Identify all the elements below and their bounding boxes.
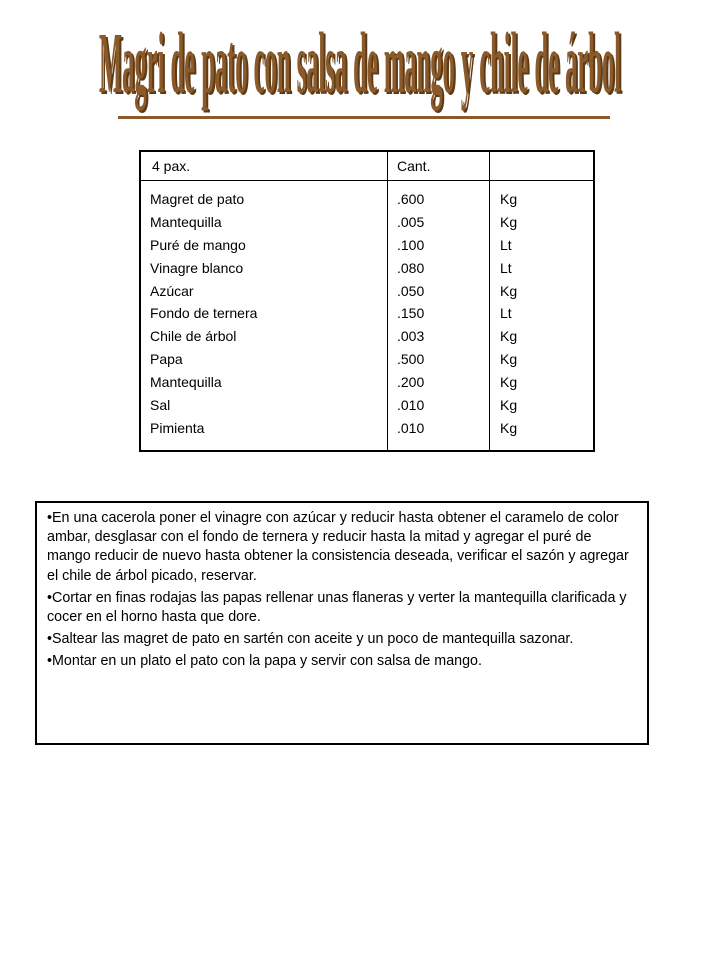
ingredient-unit: Kg — [500, 282, 518, 299]
ingredients-table — [139, 150, 595, 452]
ingredient-name: Sal — [150, 397, 171, 414]
ingredient-name: Vinagre blanco — [150, 259, 244, 276]
column-divider-1 — [387, 152, 388, 450]
procedure-step: •Cortar en finas rodajas las papas rellenar unas flaneras y verter la mantequilla clarificada y cocer en el horno hasta que dore. — [47, 589, 627, 626]
ingredient-quantity: .100 — [397, 236, 425, 253]
ingredient-unit: Kg — [500, 419, 518, 436]
recipe-title-svg — [90, 0, 630, 122]
ingredient-unit: Kg — [500, 213, 518, 230]
column-divider-2 — [489, 152, 490, 450]
ingredient-name: Papa — [150, 351, 183, 368]
ingredient-quantity: .005 — [397, 213, 425, 230]
procedure-step: •En una cacerola poner el vinagre con azúcar y reducir hasta obtener el caramelo de color ambar, desglasar con el fondo de ternera y reducir hasta la mitad y agregar el puré de mango reducir de nuevo hasta obtener la consistencia deseada, verificar el sazón y agregar el chile de árbol picado, reservar. — [47, 510, 629, 584]
ingredient-quantity: .080 — [397, 259, 425, 276]
ingredient-name: Chile de árbol — [150, 328, 237, 345]
recipe-title-wordart — [90, 0, 630, 122]
ingredient-quantity: .010 — [397, 397, 425, 414]
ingredient-quantity: .010 — [397, 419, 425, 436]
ingredient-unit: Kg — [500, 351, 518, 368]
ingredient-quantity-column — [397, 188, 424, 440]
ingredient-name: Pimienta — [150, 419, 205, 436]
procedure-step: •Saltear las magret de pato en sartén con aceite y un poco de mantequilla sazonar. — [47, 631, 574, 648]
header-portions: 4 pax. — [152, 158, 191, 174]
recipe-title-shadow: Magri de pato con salsa de mango y chile de árbol — [101, 16, 624, 114]
ingredient-unit: Kg — [500, 328, 518, 345]
ingredient-quantity: .150 — [397, 305, 425, 322]
ingredient-name-column — [150, 188, 257, 440]
ingredient-unit: Kg — [500, 397, 518, 414]
ingredient-unit: Lt — [500, 236, 512, 253]
ingredient-name: Magret de pato — [150, 191, 245, 207]
procedure-steps — [47, 509, 639, 672]
recipe-title: Magri de pato con salsa de mango y chile de árbol — [99, 14, 622, 112]
ingredient-quantity: .003 — [397, 328, 425, 345]
header-divider — [141, 180, 593, 181]
ingredient-unit: Lt — [500, 259, 512, 276]
ingredient-quantity: .050 — [397, 282, 425, 299]
ingredient-unit: Kg — [500, 374, 518, 391]
ingredient-quantity: .200 — [397, 374, 425, 391]
ingredient-unit: Kg — [500, 191, 518, 207]
ingredient-unit: Lt — [500, 305, 512, 322]
ingredient-name: Mantequilla — [150, 374, 222, 391]
procedure-box — [35, 501, 649, 745]
header-quantity: Cant. — [397, 158, 431, 174]
title-underline — [118, 116, 610, 119]
ingredient-name: Fondo de ternera — [150, 305, 258, 322]
ingredient-unit-column — [500, 188, 517, 440]
ingredient-quantity: .600 — [397, 191, 425, 207]
procedure-step: •Montar en un plato el pato con la papa y servir con salsa de mango. — [47, 653, 482, 670]
ingredient-name: Mantequilla — [150, 213, 222, 230]
ingredient-name: Puré de mango — [150, 236, 246, 253]
ingredient-quantity: .500 — [397, 351, 425, 368]
ingredient-name: Azúcar — [150, 282, 194, 299]
